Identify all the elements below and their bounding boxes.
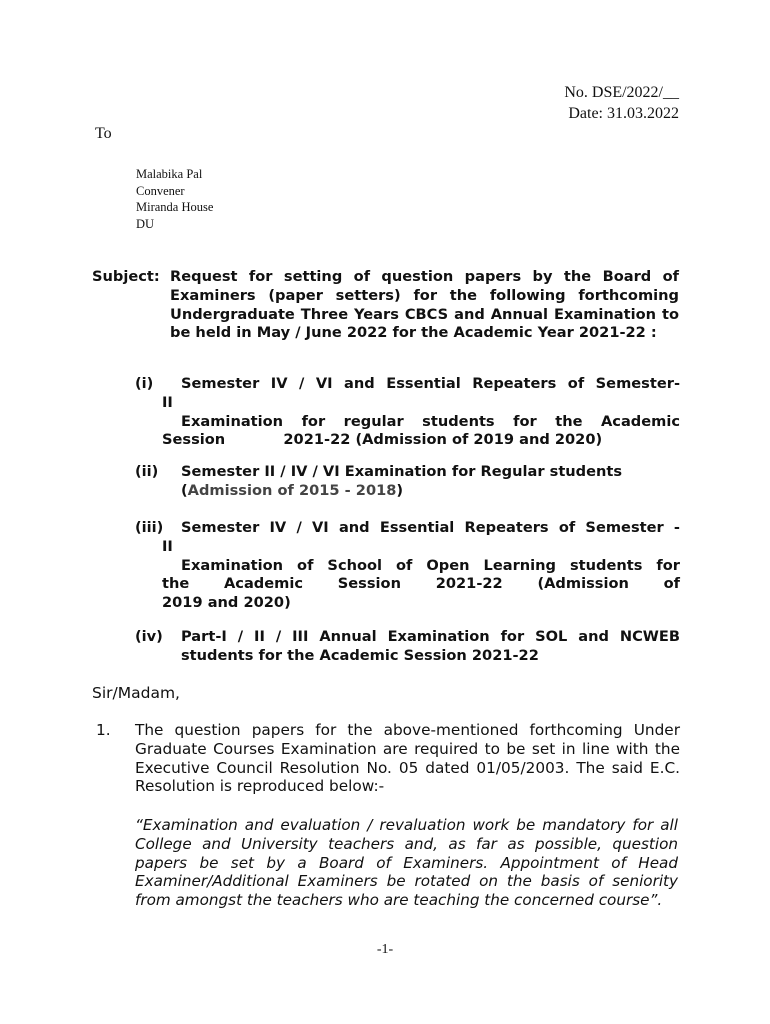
list-item-number: (iii) [135, 519, 164, 536]
subject-text: Request for setting of question papers by the Board of Examiners (paper setters) for the following forthcoming Undergraduate Three Years CBCS and Annual Examination to be held in May / June 2022 for the Academic Year 2021-22 : [170, 268, 679, 342]
recipient-designation: Convener [136, 183, 185, 198]
paren-open: ( [181, 481, 188, 499]
ec-resolution-quote: “Examination and evaluation / revaluation work be mandatory for all College and University teachers and, as far as possible, question papers be set by a Board of Examiners. Appointment of Head Examiner/Additional Examiners be rotated on the basis of seniority from amongst the teachers who are teaching the concerned course”. [135, 816, 678, 910]
list-item [135, 628, 680, 666]
recipient-address [136, 166, 213, 233]
list-item-line: II [162, 393, 173, 411]
list-item [135, 375, 680, 450]
subject-label: Subject: [92, 268, 160, 285]
list-item-line: Examination for regular students for the Academic [181, 412, 680, 430]
subject-block [92, 268, 679, 343]
list-item-line [181, 482, 680, 501]
recipient-university: DU [136, 217, 155, 232]
list-item-line: Semester IV / VI and Essential Repeaters of Semester - [181, 519, 680, 536]
list-item-line: Semester IV / VI and Essential Repeaters of Semester- [181, 375, 680, 392]
list-item-line: Part-I / II / III Annual Examination for SOL and NCWEB [181, 628, 680, 645]
paragraph-1 [96, 721, 680, 796]
list-item-number: (i) [135, 375, 154, 392]
list-item-number: (ii) [135, 463, 159, 480]
list-item-admission: 2021-22 (Admission of 2019 and 2020) [283, 431, 603, 449]
paragraph-number: 1. [96, 721, 111, 739]
admission-years: Admission of 2015 - 2018 [187, 481, 397, 499]
list-item-number: (iv) [135, 628, 163, 645]
list-item [135, 519, 680, 613]
list-item [135, 463, 680, 501]
list-item-line: the Academic Session 2021-22 (Admission of [162, 575, 680, 593]
list-item-line: Semester II / IV / VI Examination for Regular students [181, 463, 623, 480]
recipient-name: Malabika Pal [136, 167, 203, 181]
to-label: To [95, 125, 112, 142]
list-item-line: Examination of School of Open Learning students for [181, 556, 680, 574]
list-item-line: 2019 and 2020) [162, 594, 291, 612]
reference-number: No. DSE/2022/__ [564, 84, 679, 101]
recipient-institution: Miranda House [136, 200, 214, 215]
salutation: Sir/Madam, [92, 684, 180, 702]
letter-date: Date: 31.03.2022 [568, 105, 679, 122]
list-item-line: II [162, 537, 173, 555]
page-number: -1- [376, 942, 394, 957]
paren-close: ) [396, 481, 404, 499]
list-item-session: Session [162, 431, 226, 449]
paragraph-text: The question papers for the above-mentioned forthcoming Under Graduate Courses Examination are required to be set in line with the Executive Council Resolution No. 05 dated 01/05/2003. The said E.C. Resolution is reproduced below:- [135, 721, 680, 796]
list-item-line: students for the Academic Session 2021-22 [181, 646, 539, 664]
list-item-line [162, 431, 680, 450]
